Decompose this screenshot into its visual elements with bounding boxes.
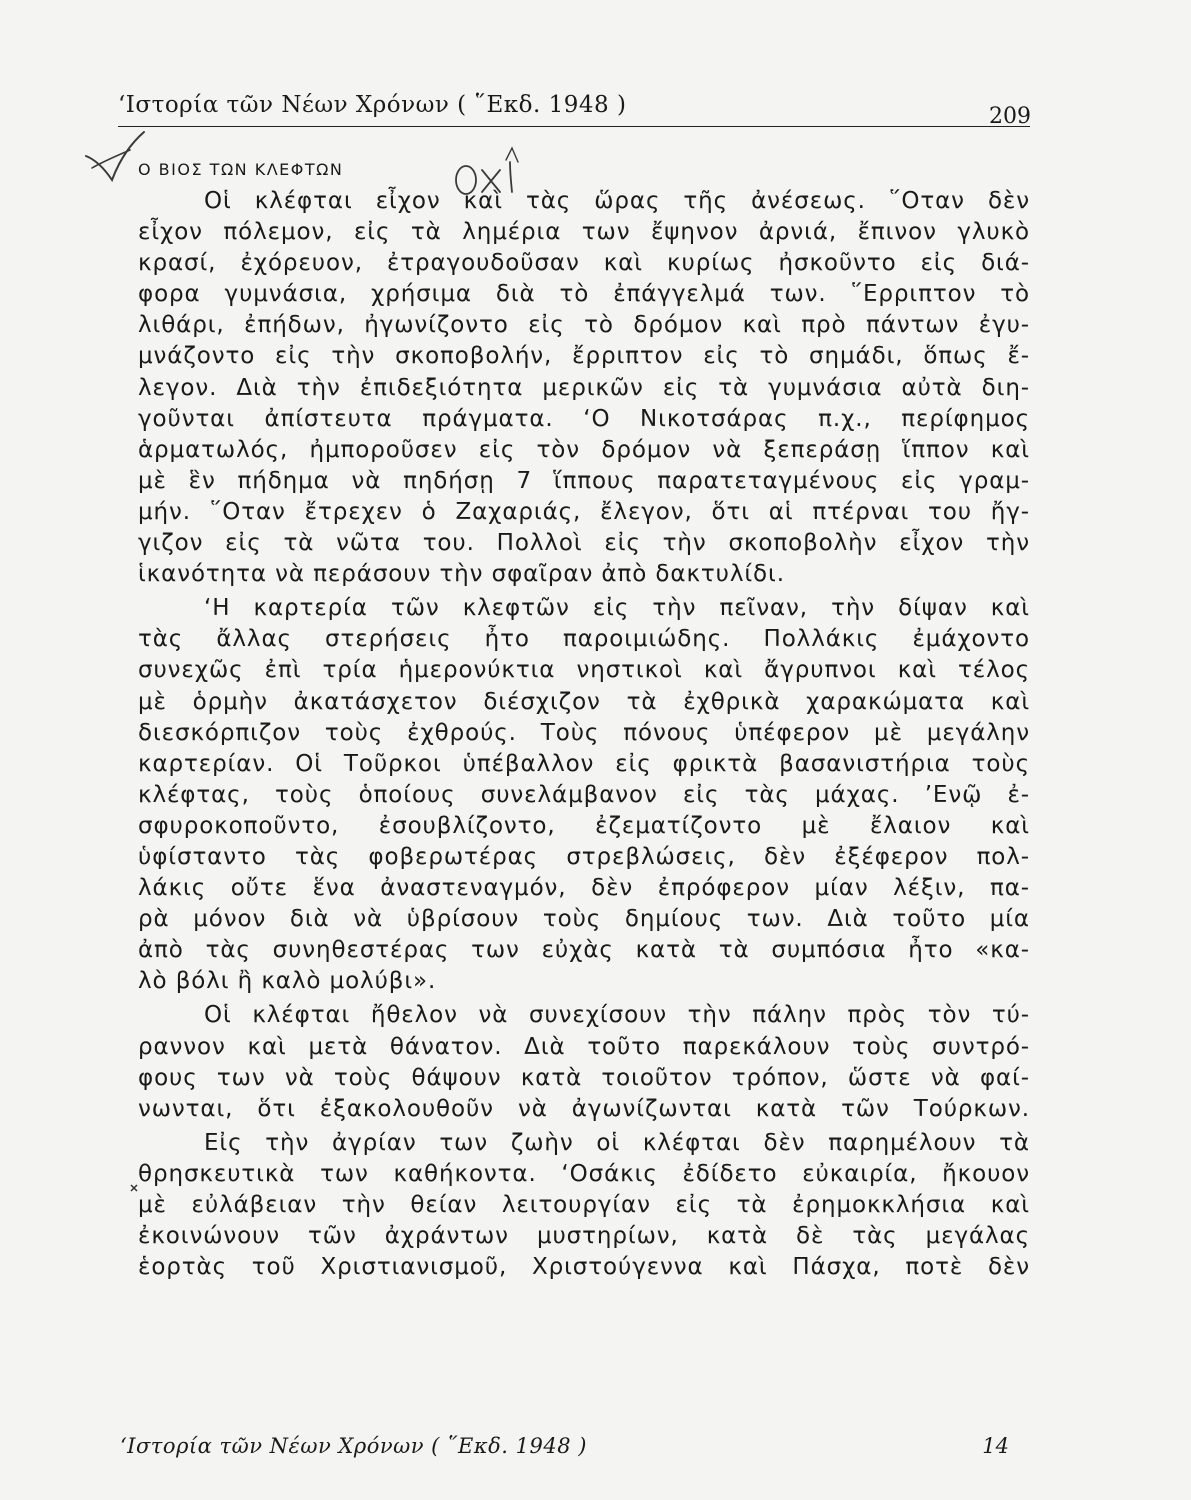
text-line: σφυροκοποῦντο, ἐσουβλίζοντο, ἐζεματίζοντο μὲ ἔλαιον καὶ <box>138 812 1030 839</box>
text-line: μνάζοντο εἰς τὴν σκοποβολήν, ἔρριπτον εἰς τὸ σημάδι, ὅπως ἔ- <box>138 343 1030 370</box>
text-line: Οἱ κλέφται ἤθελον νὰ συνεχίσουν τὴν πάλην πρὸς τὸν τύ- <box>204 1002 1030 1029</box>
text-line: ρὰ μόνον διὰ νὰ ὑβρίσουν τοὺς δημίους των. Διὰ τοῦτο μία <box>138 906 1030 933</box>
text-line: ‘Η καρτερία τῶν κλεφτῶν εἰς τὴν πεῖναν, τὴν δίψαν καὶ <box>204 595 1030 622</box>
footer-signature-number: 14 <box>982 1434 1009 1458</box>
text-line: Οἱ κλέφται εἶχον καὶ τὰς ὥρας τῆς ἀνέσεως. ῞Οταν δὲν <box>204 188 1030 214</box>
text-line: λιθάρι, ἐπήδων, ἠγωνίζοντο εἰς τὸ δρόμον καὶ πρὸ πάντων ἐγυ- <box>138 312 1030 339</box>
text-line: μὲ ἓν πήδημα νὰ πηδήσῃ 7 ἵππους παρατεταγμένους εἰς γραμ- <box>138 467 1030 494</box>
footer-title: ‘Ιστορία τῶν Νέων Χρόνων ( ῞Εκδ. 1948 ) <box>120 1434 587 1458</box>
handwritten-check-mark <box>82 128 152 188</box>
text-line: ἁρματωλός, ἠμποροῦσεν εἰς τὸν δρόμον νὰ ξεπεράσῃ ἵππον καὶ <box>138 436 1030 463</box>
section-title: Ο ΒΙΟΣ ΤΩΝ ΚΛΕΦΤΩΝ <box>138 160 344 179</box>
page-number: 209 <box>989 104 1031 129</box>
text-line: συνεχῶς ἐπὶ τρία ἡμερονύκτια νηστικοὶ καὶ ἄγρυπνοι καὶ τέλος <box>138 657 1030 684</box>
text-line: νωνται, ὅτι ἐξακολουθοῦν νὰ ἀγωνίζωνται κατὰ τῶν Τούρκων. <box>138 1095 1030 1122</box>
text-line: ὑφίσταντο τὰς φοβερωτέρας στρεβλώσεις, δὲν ἐξέφερον πολ- <box>138 843 1030 870</box>
text-line: εἶχον πόλεμον, εἰς τὰ λημέρια των ἔψηνον ἀρνιά, ἔπινον γλυκὸ <box>138 219 1030 246</box>
paragraph-2 <box>138 593 1030 997</box>
text-line: ἱκανότητα νὰ περάσουν τὴν σφαῖραν ἀπὸ δακτυλίδι. <box>138 561 785 588</box>
text-line: Εἰς τὴν ἀγρίαν των ζωὴν οἱ κλέφται δὲν παρημέλουν τὰ <box>204 1129 1030 1156</box>
ink-dot-mark <box>128 1182 140 1194</box>
text-line: μήν. ῞Οταν ἔτρεχεν ὁ Ζαχαριάς, ἔλεγον, ὅτι αἱ πτέρναι του ἤγ- <box>138 498 1030 525</box>
running-header-title: ‘Ιστορία τῶν Νέων Χρόνων ( ῞Εκδ. 1948 ) <box>118 92 627 118</box>
paragraph-1 <box>138 186 1030 590</box>
text-line: κλέφτας, τοὺς ὁποίους συνελάμβανον εἰς τὰς μάχας. ’Ενῷ ἐ- <box>138 781 1030 808</box>
text-line: φορα γυμνάσια, χρήσιμα διὰ τὸ ἐπάγγελμά των. ῞Ερριπτον τὸ <box>138 281 1030 308</box>
text-line: θρησκευτικὰ των καθήκοντα. ‘Οσάκις ἐδίδετο εὐκαιρία, ἤκουον <box>138 1160 1030 1187</box>
paragraph-4 <box>138 1128 1030 1283</box>
text-line: τὰς ἄλλας στερήσεις ἦτο παροιμιώδης. Πολλάκις ἐμάχοντο <box>138 626 1030 653</box>
header-rule <box>118 126 1030 127</box>
text-line: ἀπὸ τὰς συνηθεστέρας των εὐχὰς κατὰ τὰ συμπόσια ἦτο «κα- <box>138 937 1030 964</box>
paragraph-3 <box>138 1000 1030 1124</box>
body-text <box>138 186 1030 1283</box>
text-line: ἐκοινώνουν τῶν ἀχράντων μυστηρίων, κατὰ δὲ τὰς μεγάλας <box>138 1223 1030 1250</box>
text-line: μὲ εὐλάβειαν τὴν θείαν λειτουργίαν εἰς τὰ ἐρημοκκλήσια καὶ <box>138 1192 1030 1218</box>
text-line: κρασί, ἐχόρευον, ἐτραγουδοῦσαν καὶ κυρίως ἠσκοῦντο εἰς διά- <box>138 250 1030 277</box>
text-line: γιζον εἰς τὰ νῶτα του. Πολλοὶ εἰς τὴν σκοποβολὴν εἶχον τὴν <box>138 530 1030 557</box>
text-line: γοῦνται ἀπίστευτα πράγματα. ‘Ο Νικοτσάρας π.χ., περίφημος <box>138 405 1030 432</box>
text-line: λάκις οὔτε ἕνα ἀναστεναγμόν, δὲν ἐπρόφερον μίαν λέξιν, πα- <box>138 875 1030 902</box>
text-line: ἑορτὰς τοῦ Χριστιανισμοῦ, Χριστούγεννα καὶ Πάσχα, ποτὲ δὲν <box>138 1254 1030 1281</box>
text-line: διεσκόρπιζον τοὺς ἐχθρούς. Τοὺς πόνους ὑπέφερον μὲ μεγάλην <box>138 719 1030 746</box>
text-line: καρτερίαν. Οἱ Τοῦρκοι ὑπέβαλλον εἰς φρικτὰ βασανιστήρια τοὺς <box>138 750 1030 777</box>
text-line: λὸ βόλι ἢ καλὸ μολύβι». <box>138 968 437 995</box>
text-line: ραννον καὶ μετὰ θάνατον. Διὰ τοῦτο παρεκάλουν τοὺς συντρό- <box>138 1033 1030 1060</box>
text-line: λεγον. Διὰ τὴν ἐπιδεξιότητα μερικῶν εἰς τὰ γυμνάσια αὐτὰ διη- <box>138 374 1030 401</box>
text-line: μὲ ὁρμὴν ἀκατάσχετον διέσχιζον τὰ ἐχθρικὰ χαρακώματα καὶ <box>138 688 1030 715</box>
text-line: φους των νὰ τοὺς θάψουν κατὰ τοιοῦτον τρόπον, ὥστε νὰ φαί- <box>138 1064 1030 1091</box>
